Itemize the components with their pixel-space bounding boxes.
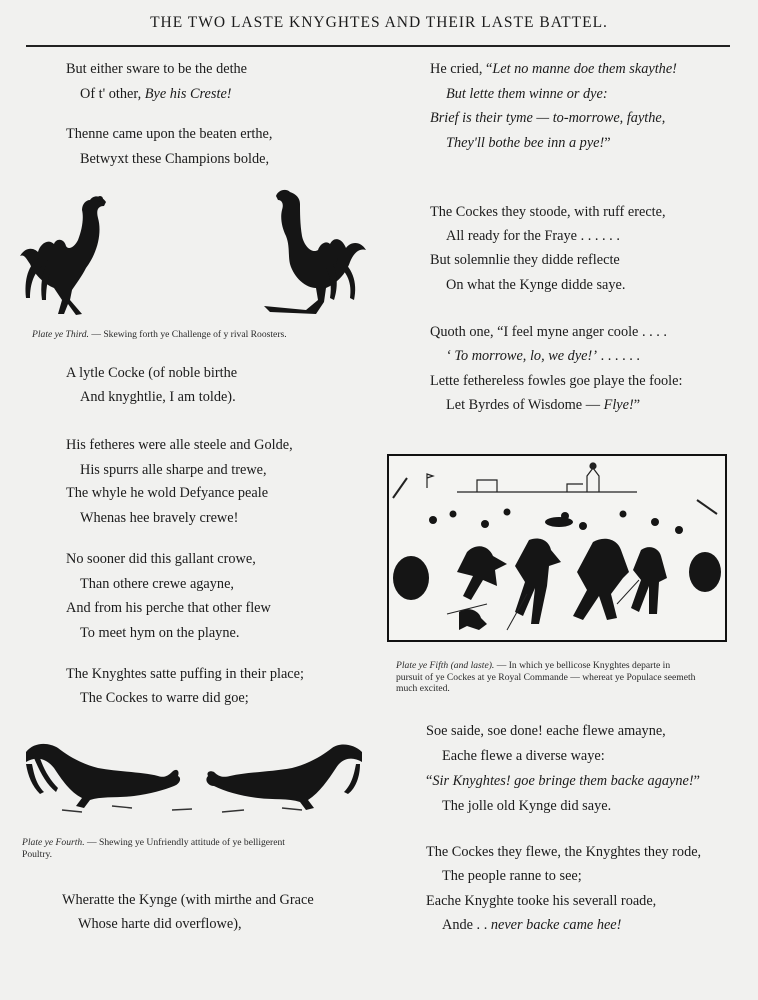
plate-three-caption: Plate ye Third. — Skewing forth ye Challenge of y rival Roosters. (32, 329, 287, 340)
verse-line: Brief is their tyme — to-morrowe, faythe, (430, 110, 666, 126)
verse-line: The people ranne to see; (442, 868, 582, 884)
verse-line: He cried, “Let no manne doe them skaythe! (430, 61, 677, 77)
verse-line: Of t' other, Bye his Creste! (80, 86, 232, 102)
verse-line: “Sir Knyghtes! goe bringe them backe agayne!” (426, 773, 700, 789)
verse-line: But either sware to be the dethe (66, 61, 248, 77)
verse-line: The jolle old Kynge did saye. (442, 798, 612, 814)
rooster-left-silhouette (20, 196, 106, 315)
verse-line: Lette fethereless fowles goe playe the foole: (430, 373, 683, 389)
verse-line: All ready for the Fraye . . . . . . (446, 228, 620, 244)
verse-line: On what the Kynge didde saye. (446, 277, 626, 293)
verse-line: Than othere crewe agayne, (80, 576, 234, 592)
verse-line: Quoth one, “I feel myne anger coole . . . . (430, 324, 668, 340)
verse-line: His spurrs alle sharpe and trewe, (80, 462, 267, 478)
fighting-cock-right-silhouette (206, 745, 362, 810)
verse-line: But solemnlie they didde reflecte (430, 252, 620, 268)
verse-line: The Cockes they stoode, with ruff erecte, (430, 204, 666, 220)
verse-line: Ande . . never backe came hee! (442, 917, 622, 933)
verse-line: But lette them winne or dye: (446, 86, 608, 102)
plate-four-caption: Plate ye Fourth. — Shewing ye Unfriendly attitude of ye belligerent Poultry. (22, 837, 285, 860)
verse-line: The whyle he wold Defyance peale (66, 485, 269, 501)
verse-line: The Cockes to warre did goe; (80, 690, 249, 706)
verse-line: Betwyxt these Champions bolde, (80, 151, 270, 167)
plate-five-caption: Plate ye Fifth (and laste). — In which ye bellicose Knyghtes departe in pursuit of ye Cockes at ye Royal Commande — whereat ye Populace seemeth much excited. (396, 660, 696, 694)
verse-line: They'll bothe bee inn a pye!” (446, 135, 611, 151)
verse-line: And from his perche that other flew (66, 600, 271, 616)
fighting-cock-left-silhouette (26, 744, 180, 808)
plate-five-crowd-scene-illustration (387, 454, 727, 642)
verse-line: Whose harte did overflowe), (78, 916, 242, 932)
verse-line: And knyghtlie, I am tolde). (80, 389, 236, 405)
verse-line: Eache flewe a diverse waye: (442, 748, 605, 764)
verse-line: ‘ To morrowe, lo, we dye!’ . . . . . . (446, 348, 640, 364)
verse-line: A lytle Cocke (of noble birthe (66, 365, 238, 381)
verse-line: The Knyghtes satte puffing in their place; (66, 666, 304, 682)
page-header: THE TWO LASTE KNYGHTES AND THEIR LASTE BATTEL. (150, 14, 608, 31)
verse-line: Eache Knyghte tooke his severall roade, (426, 893, 657, 909)
plate-four-fighting-cocks-illustration (22, 736, 367, 816)
plate-three-roosters-illustration (20, 188, 370, 320)
verse-line: Whenas hee bravely crewe! (80, 510, 239, 526)
verse-line: Let Byrdes of Wisdome — Flye!” (446, 397, 641, 413)
verse-line: Thenne came upon the beaten erthe, (66, 126, 273, 142)
verse-line: Wheratte the Kynge (with mirthe and Grace (62, 892, 314, 908)
verse-line: His fetheres were alle steele and Golde, (66, 437, 293, 453)
rooster-right-silhouette (264, 190, 366, 314)
verse-line: Soe saide, soe done! eache flewe amayne, (426, 723, 666, 739)
header-rule (26, 45, 730, 47)
verse-line: No sooner did this gallant crowe, (66, 551, 256, 567)
verse-line: To meet hym on the playne. (80, 625, 240, 641)
verse-line: The Cockes they flewe, the Knyghtes they rode, (426, 844, 702, 860)
